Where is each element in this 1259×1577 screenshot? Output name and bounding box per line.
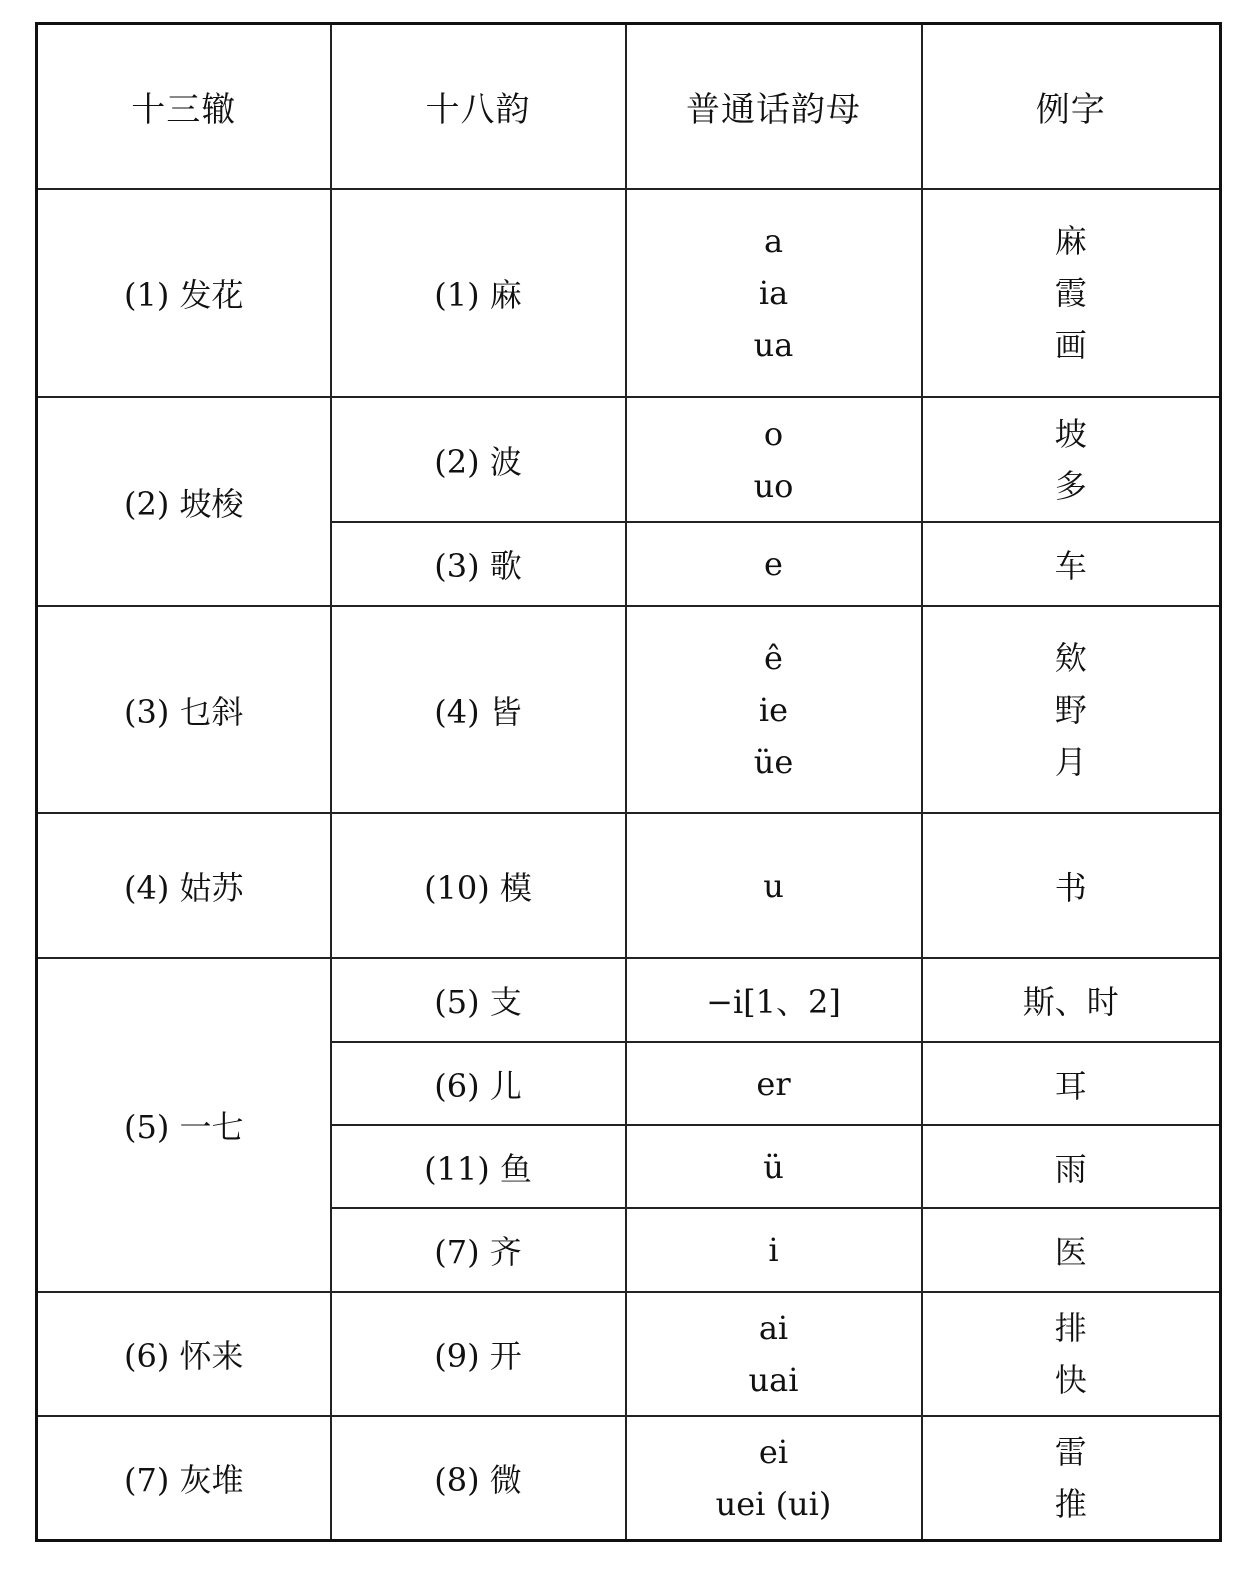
table-row bbox=[37, 813, 1221, 958]
examples-cell bbox=[922, 1125, 1221, 1208]
final-value: ua bbox=[753, 326, 794, 364]
yun-cell: (5) 支 bbox=[331, 958, 626, 1042]
table-row bbox=[37, 397, 1221, 522]
zhe-cell: (5) 一七 bbox=[37, 958, 331, 1292]
table-row bbox=[37, 1416, 1221, 1540]
yun-cell: (3) 歌 bbox=[331, 522, 626, 606]
rhyme-table bbox=[35, 22, 1222, 1542]
final-value: ai bbox=[758, 1309, 789, 1347]
example-char: 排 bbox=[1054, 1309, 1087, 1347]
examples-cell bbox=[922, 1416, 1221, 1540]
example-char: 坡 bbox=[1054, 414, 1087, 453]
yun-cell: (11) 鱼 bbox=[331, 1125, 626, 1208]
table-row bbox=[37, 958, 1221, 1042]
final-value: ie bbox=[758, 690, 789, 729]
yun-cell: (6) 儿 bbox=[331, 1042, 626, 1125]
final-value: ei bbox=[758, 1432, 789, 1471]
finals-cell bbox=[626, 522, 922, 606]
examples-cell bbox=[922, 606, 1221, 813]
yun-cell: (9) 开 bbox=[331, 1292, 626, 1416]
finals-cell bbox=[626, 606, 922, 813]
yun-cell: (8) 微 bbox=[331, 1416, 626, 1540]
finals-cell bbox=[626, 958, 922, 1042]
example-char: 推 bbox=[1054, 1484, 1087, 1523]
rhyme-table-container bbox=[35, 22, 1219, 1542]
finals-cell bbox=[626, 813, 922, 958]
header-putonghua-finals: 普通话韵母 bbox=[626, 24, 922, 190]
final-value: e bbox=[764, 545, 783, 583]
examples-cell bbox=[922, 813, 1221, 958]
example-char: 画 bbox=[1054, 326, 1087, 364]
example-char: 医 bbox=[1054, 1233, 1087, 1271]
example-char: 雨 bbox=[1054, 1149, 1087, 1188]
example-char: 雷 bbox=[1054, 1432, 1087, 1471]
final-value: ü bbox=[763, 1147, 784, 1186]
example-char: 书 bbox=[1054, 868, 1087, 907]
yun-cell: (4) 皆 bbox=[331, 606, 626, 813]
examples-cell bbox=[922, 522, 1221, 606]
zhe-cell: (4) 姑苏 bbox=[37, 813, 331, 958]
example-char: 月 bbox=[1054, 742, 1087, 781]
final-value: i bbox=[768, 1231, 779, 1269]
examples-cell bbox=[922, 397, 1221, 522]
examples-cell bbox=[922, 1208, 1221, 1292]
example-char: 多 bbox=[1054, 466, 1087, 505]
yun-cell: (2) 波 bbox=[331, 397, 626, 522]
example-char: 野 bbox=[1054, 690, 1087, 729]
yun-cell: (7) 齐 bbox=[331, 1208, 626, 1292]
header-shisanzhe: 十三辙 bbox=[37, 24, 331, 190]
finals-cell bbox=[626, 397, 922, 522]
example-char: 车 bbox=[1054, 547, 1087, 585]
examples-cell bbox=[922, 958, 1221, 1042]
final-value: o bbox=[763, 414, 784, 453]
final-value: a bbox=[763, 222, 784, 260]
examples-cell bbox=[922, 1042, 1221, 1125]
final-value: ia bbox=[758, 274, 789, 312]
final-value: ê bbox=[764, 638, 783, 677]
zhe-cell: (2) 坡梭 bbox=[37, 397, 331, 606]
final-value: uei (ui) bbox=[715, 1484, 832, 1523]
final-value: uo bbox=[753, 466, 794, 505]
zhe-cell: (1) 发花 bbox=[37, 189, 331, 397]
final-value: u bbox=[763, 866, 784, 905]
zhe-cell: (3) 乜斜 bbox=[37, 606, 331, 813]
final-value: er bbox=[756, 1064, 791, 1103]
examples-cell bbox=[922, 1292, 1221, 1416]
finals-cell bbox=[626, 189, 922, 397]
final-value: üe bbox=[753, 742, 794, 781]
final-value: −i[1、2] bbox=[706, 983, 841, 1021]
table-row bbox=[37, 189, 1221, 397]
final-value: uai bbox=[748, 1361, 799, 1399]
example-char: 快 bbox=[1054, 1361, 1087, 1399]
table-row bbox=[37, 606, 1221, 813]
yun-cell: (1) 麻 bbox=[331, 189, 626, 397]
zhe-cell: (7) 灰堆 bbox=[37, 1416, 331, 1540]
header-example-chars: 例字 bbox=[922, 24, 1221, 190]
examples-cell bbox=[922, 189, 1221, 397]
example-char: 斯、时 bbox=[1022, 983, 1119, 1021]
example-char: 欸 bbox=[1054, 638, 1087, 677]
zhe-cell: (6) 怀来 bbox=[37, 1292, 331, 1416]
example-char: 霞 bbox=[1054, 274, 1087, 312]
finals-cell bbox=[626, 1042, 922, 1125]
finals-cell bbox=[626, 1416, 922, 1540]
header-row bbox=[37, 24, 1221, 190]
example-char: 麻 bbox=[1054, 222, 1087, 260]
finals-cell bbox=[626, 1125, 922, 1208]
finals-cell bbox=[626, 1208, 922, 1292]
example-char: 耳 bbox=[1054, 1066, 1087, 1105]
yun-cell: (10) 模 bbox=[331, 813, 626, 958]
header-shibayun: 十八韵 bbox=[331, 24, 626, 190]
finals-cell bbox=[626, 1292, 922, 1416]
table-row bbox=[37, 1292, 1221, 1416]
